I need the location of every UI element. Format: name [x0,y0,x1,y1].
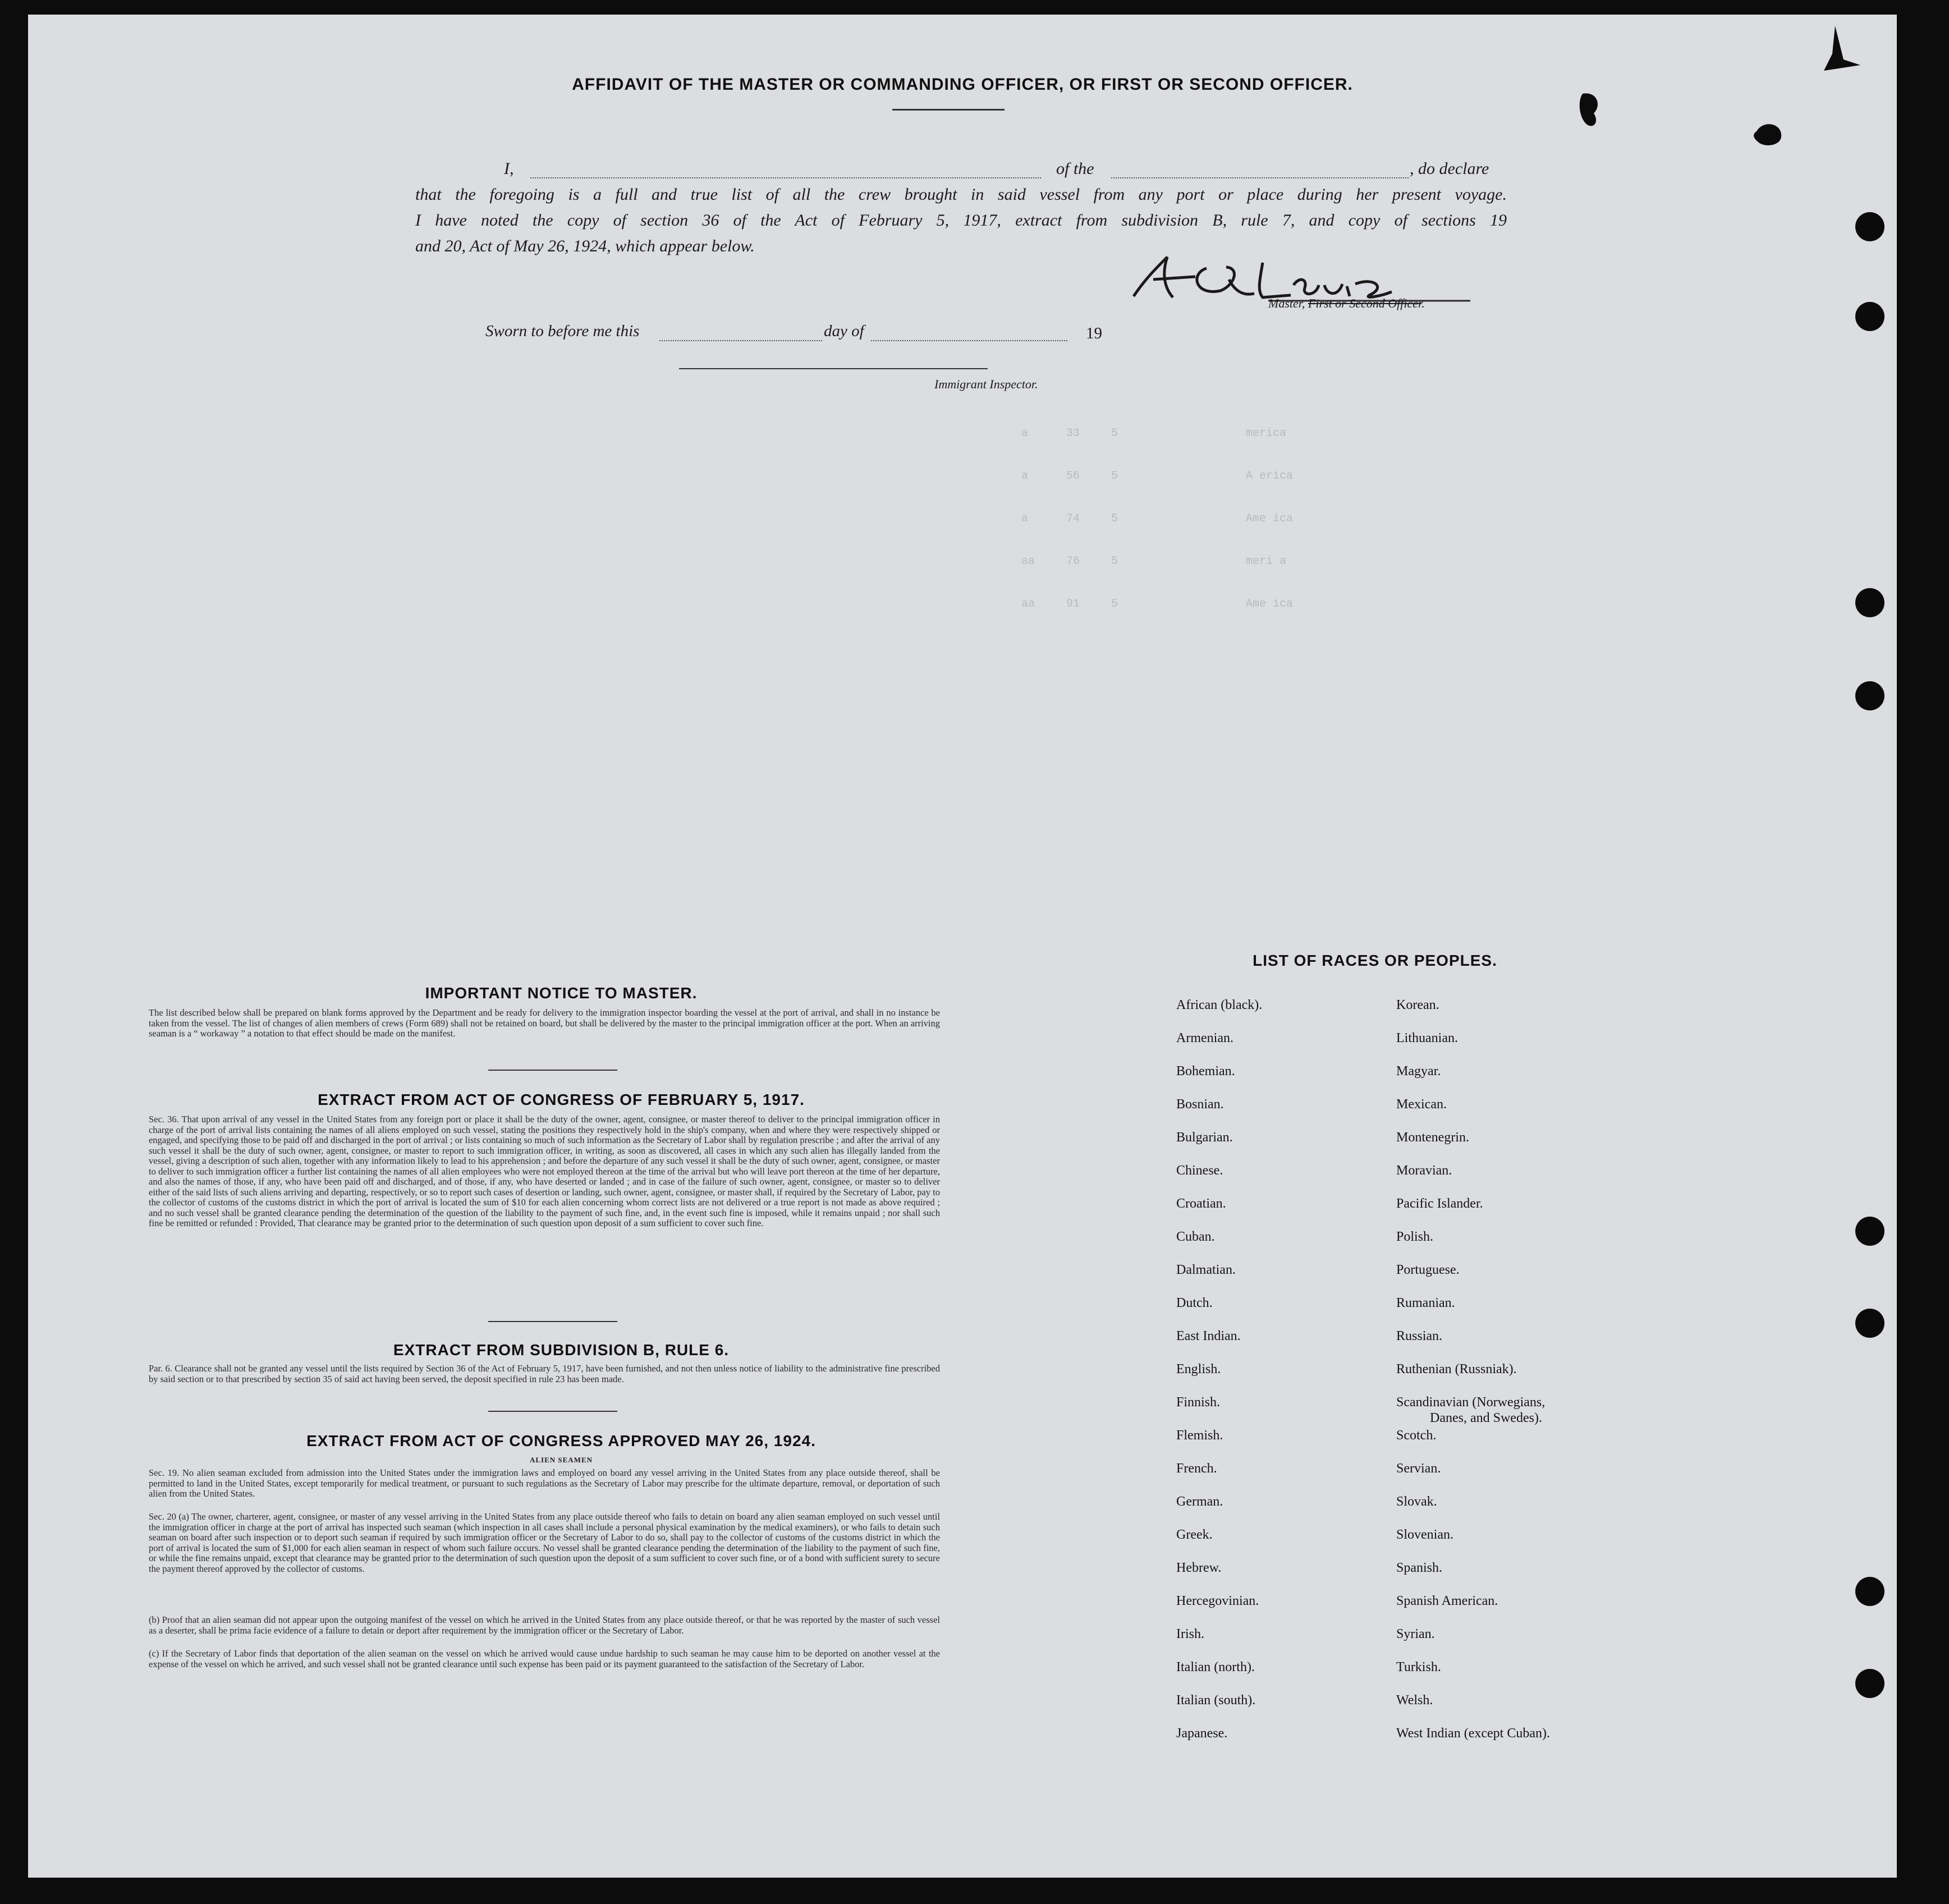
bleed-cell: 91 [1066,598,1080,611]
bleed-cell: 5 [1111,427,1118,440]
affidavit-line-3: I have noted the copy of section 36 of the Act of February 5, 1917, extract from subdivision B, rule 7, and copy of sections 19 [415,211,1507,230]
race-item: Japanese. [1176,1726,1228,1741]
race-item: Cuban. [1176,1229,1215,1244]
extract-1924-title: EXTRACT FROM ACT OF CONGRESS APPROVED MAY 26, 1924. [306,1432,816,1449]
race-item: Bosnian. [1176,1097,1224,1112]
of-the-label: of the [1056,159,1094,178]
race-item: African (black). [1176,998,1263,1012]
sworn-day-blank [659,340,822,341]
rule-6-divider [488,1411,617,1412]
bleed-cell: Ame ica [1246,512,1294,525]
bleed-cell: a [1021,512,1029,525]
race-item: Armenian. [1176,1031,1233,1045]
race-item: French. [1176,1461,1217,1476]
race-item: Hebrew. [1176,1561,1222,1575]
races-title: LIST OF RACES OR PEOPLES. [1253,952,1497,969]
affidavit-title: AFFIDAVIT OF THE MASTER OR COMMANDING OFFICER, OR FIRST OR SECOND OFFICER. [572,75,1353,94]
binder-hole [1855,588,1884,617]
notice-title: IMPORTANT NOTICE TO MASTER. [425,984,698,1002]
race-item: Flemish. [1176,1428,1223,1443]
bleed-cell: 5 [1111,512,1118,525]
race-item: Hercegovinian. [1176,1594,1259,1608]
i-label: I, [504,159,514,178]
binder-hole [1855,1669,1884,1698]
bleed-cell: a [1021,427,1029,440]
ink-blot-mark [1752,120,1786,148]
ink-blot-mark [1577,91,1605,130]
race-item: Korean. [1396,998,1439,1012]
master-suffix: . [1421,296,1425,310]
race-item: Irish. [1176,1627,1204,1641]
master-prefix: Master, [1268,296,1308,310]
struck-officer-text: First or Second Officer [1308,296,1422,310]
race-item: Italian (north). [1176,1660,1255,1674]
bleed-cell: merica [1246,427,1287,440]
extract-1924-sec-20b: (b) Proof that an alien seaman did not appear upon the outgoing manifest of the vessel on which he arrived in the United States from any place outside thereof, or that he was reported by the master of such vessel as a deserter, shall be prima facie evidence of a failure to detain or deport after requirement by the immigration officer or the Secretary of Labor. [149,1614,940,1636]
race-item: Lithuanian. [1396,1031,1458,1045]
extract-1924-sec-19: Sec. 19. No alien seaman excluded from admission into the United States under the immigration laws and employed on board any vessel arriving in the United States from any place outside thereof, shall be permitted to land in the United States, except temporarily for medical treatment, or pursuant to such regulations as the Secretary of Labor may prescribe for the ultimate departure, removal, or deportation of such alien from the United States. [149,1467,940,1499]
extract-1917-text: Sec. 36. That upon arrival of any vessel in the United States from any foreign port or place it shall be the duty of the owner, agent, consignee, or master thereof to deliver to the principal immigration officer in charge of the port of arrival lists containing the names of all aliens employed on such vessel, stating the positions they respectively hold in the ship's company, when and where they were respectively shipped or engaged, and specifying those to be paid off and discharged in the port of arrival ; or lists containing so much of such information as the Secretary of Labor shall by regulation prescribe ; and after the arrival of any such vessel it shall be the duty of such owner, agent, consignee, or master to report to such immigration officer, in writing, as soon as discovered, all cases in which any such alien has illegally landed from the vessel, giving a description of such alien, together with any information likely to lead to his apprehension ; and before the departure of any such vessel it shall be the duty of such owner, agent, consignee, or master to deliver to such immigration officer a further list containing the names of all alien employees who were not employed thereon at the time of the arrival but who will leave port thereon at the time of her departure, and also the names of those, if any, who have been paid off and discharged, and of those, if any, who have deserted or landed ; and in case of the failure of such owner, agent, consignee, or master so to deliver either of the said lists of such aliens arriving and departing, respectively, or so to report such cases of desertion or landing, such owner, agent, consignee, or master shall, if required by the Secretary of Labor, pay to the collector of customs of the customs district in which the port of arrival is located the sum of $10 for each alien concerning whom correct lists are not delivered or a true report is not made as above required ; and no such vessel shall be granted clearance pending the determination of the question of the liability to the payment of such fine, and, in the event such fine is imposed, while it remains unpaid ; nor shall such fine be remitted or refunded : Provided, That clearance may be granted prior to the determination of such question upon deposit of a sum sufficient to cover such fine. [149,1114,940,1228]
race-item: Finnish. [1176,1395,1221,1410]
bleed-cell: 5 [1111,555,1118,568]
inspector-signature-line [679,368,988,369]
notice-text: The list described below shall be prepared on blank forms approved by the Department and be ready for delivery to the immigration inspector boarding the vessel at the port of arrival, and shall in no instance be taken from the vessel. The list of changes of alien members of crews (Form 689) shall not be retained on board, but shall be delivered by the master to the principal immigration officer at the port. When an arriving seaman is a “ workaway ” a notation to that effect should be made on the manifest. [149,1007,940,1039]
race-item: Italian (south). [1176,1693,1256,1708]
year-prefix: 19 [1086,324,1102,342]
ink-blot-mark [1813,26,1863,76]
race-item: Slovak. [1396,1494,1437,1509]
race-item: Welsh. [1396,1693,1433,1708]
binder-hole [1855,1577,1884,1606]
race-item-continuation: Danes, and Swedes). [1430,1411,1542,1425]
bleed-cell: 5 [1111,470,1118,483]
sworn-before-label: Sworn to before me this [485,322,640,340]
bleed-through-area [954,427,1459,831]
race-item: Mexican. [1396,1097,1447,1112]
race-item: Dalmatian. [1176,1263,1236,1277]
bleed-cell: 5 [1111,598,1118,611]
bleed-cell: Ame ica [1246,598,1294,611]
race-item: Pacific Islander. [1396,1196,1483,1211]
bleed-cell: a [1021,470,1029,483]
race-item: Russian. [1396,1329,1443,1343]
race-item: German. [1176,1494,1223,1509]
race-item: Dutch. [1176,1296,1213,1310]
extract-1924-sec-20c: (c) If the Secretary of Labor finds that deportation of the alien seaman on the vessel on which he arrived would cause undue hardship to such seaman he may cause him to be deported on another vessel at the expense of the vessel on which he arrived, and such vessel shall not be granted clearance until such expense has been paid or its payment guaranteed to the satisfaction of the Secretary of Labor. [149,1648,940,1669]
rule-6-text: Par. 6. Clearance shall not be granted any vessel until the lists required by Section 36 of the Act of February 5, 1917, have been furnished, and not then unless notice of liability to the administrative fine prescribed by said section or to that prescribed by section 35 of said act having been served, the deposit specified in rule 23 has been made. [149,1363,940,1384]
race-item: Montenegrin. [1396,1130,1469,1145]
bleed-cell: 33 [1066,427,1080,440]
affidavit-line-4: and 20, Act of May 26, 1924, which appear below. [415,237,755,255]
race-item: Syrian. [1396,1627,1435,1641]
race-item: Croatian. [1176,1196,1226,1211]
binder-hole [1855,302,1884,331]
sworn-month-blank [871,340,1067,341]
race-item: Greek. [1176,1527,1213,1542]
vessel-blank [1111,177,1409,178]
affidavit-line-2: that the foregoing is a full and true list of all the crew brought in said vessel from any port or place during her present voyage. [415,185,1507,204]
bleed-cell: 76 [1066,555,1080,568]
binder-hole [1855,681,1884,710]
extract-1924-subtitle: ALIEN SEAMEN [529,1456,593,1464]
race-item: Rumanian. [1396,1296,1455,1310]
bleed-cell: aa [1021,598,1035,611]
race-item: Servian. [1396,1461,1441,1476]
race-item: Moravian. [1396,1163,1452,1178]
extract-1917-title: EXTRACT FROM ACT OF CONGRESS OF FEBRUARY 5, 1917. [318,1091,805,1108]
races-left-column [1176,998,1378,1744]
inspector-label: Immigrant Inspector. [934,377,1038,391]
bleed-cell: 74 [1066,512,1080,525]
race-item: East Indian. [1176,1329,1241,1343]
document-sheet [28,15,1897,1878]
race-item: Spanish. [1396,1561,1443,1575]
race-item: Polish. [1396,1229,1434,1244]
notice-divider [488,1070,617,1071]
race-item: Chinese. [1176,1163,1223,1178]
race-item: Turkish. [1396,1660,1441,1674]
race-item: Scandinavian (Norwegians, [1396,1395,1546,1410]
race-item: West Indian (except Cuban). [1396,1726,1550,1741]
race-item: Bulgarian. [1176,1130,1233,1145]
binder-hole [1855,1217,1884,1246]
race-item: Slovenian. [1396,1527,1453,1542]
race-item: Ruthenian (Russniak). [1396,1362,1517,1377]
race-item: Bohemian. [1176,1064,1235,1079]
do-declare-label: , do declare [1410,159,1489,178]
race-item: English. [1176,1362,1221,1377]
extract-1917-divider [488,1321,617,1322]
extract-1924-sec-20a: Sec. 20 (a) The owner, charterer, agent, consignee, or master of any vessel arriving in the United States from any place outside thereof who fails to detain on board any alien seaman employed on such vessel until the immigration officer in charge at the port of arrival has inspected such seaman (which inspection in all cases shall include a personal physical examination by the medical examiners), or who fails to detain such seaman on board after such inspection or to deport such seaman if required by such immigration officer or the Secretary of Labor to do so, shall pay to the collector of customs of the customs district in which the port of arrival is located the sum of $1,000 for each alien seaman in respect of whom such failure occurs. No vessel shall be granted clearance pending the determination of the liability to the payment of such fine, or while the fine remains unpaid, except that clearance may be granted prior to the determination of such question upon the deposit of a sum sufficient to cover such fine, or of a bond with sufficient surety to secure the payment thereof approved by the collector of customs. [149,1511,940,1574]
binder-hole [1855,212,1884,241]
bleed-cell: aa [1021,555,1035,568]
races-right-column [1396,998,1632,1744]
binder-hole [1855,1309,1884,1338]
race-item: Spanish American. [1396,1594,1498,1608]
bleed-cell: meri a [1246,555,1287,568]
bleed-cell: A erica [1246,470,1294,483]
bleed-cell: 56 [1066,470,1080,483]
race-item: Portuguese. [1396,1263,1460,1277]
rule-6-title: EXTRACT FROM SUBDIVISION B, RULE 6. [393,1341,730,1359]
title-underline [892,109,1005,111]
day-of-label: day of [824,322,864,340]
race-item: Magyar. [1396,1064,1441,1079]
master-caption [1268,296,1425,311]
name-blank [530,177,1041,178]
race-item: Scotch. [1396,1428,1437,1443]
